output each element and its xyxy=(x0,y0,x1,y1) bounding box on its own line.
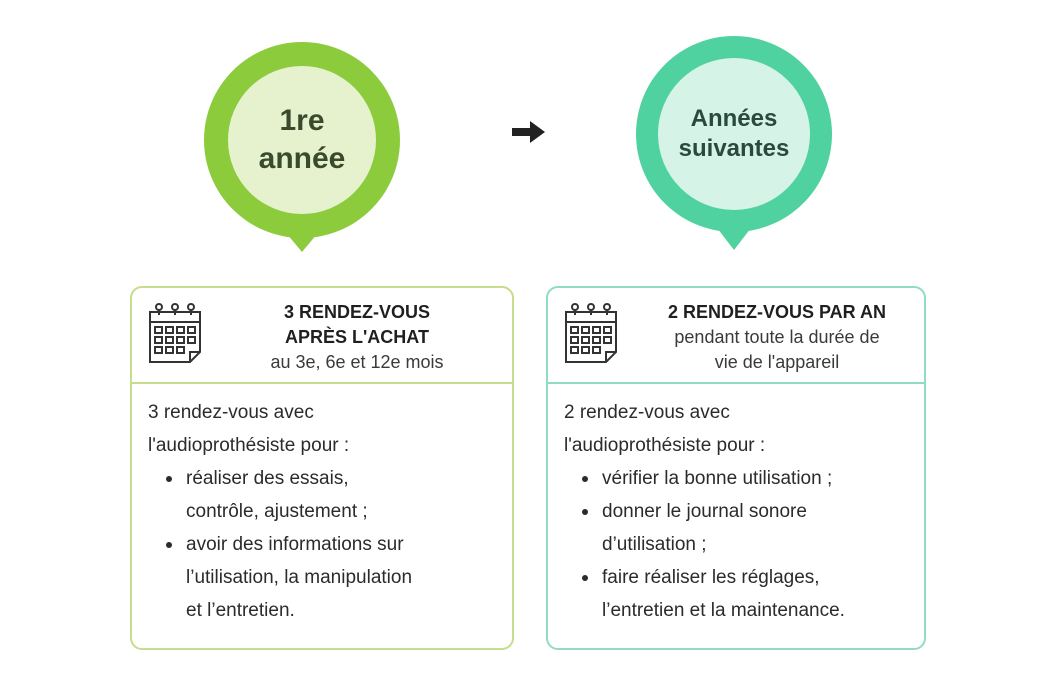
heading-bold-line1: 3 RENDEZ-VOUS xyxy=(283,302,431,322)
bubble-label-line2: année xyxy=(258,142,346,175)
list-item xyxy=(564,495,912,561)
bullet-list xyxy=(148,462,500,627)
list-item xyxy=(148,462,500,528)
heading-subtitle: au 3e, 6e et 12e mois xyxy=(270,352,444,372)
list-item xyxy=(564,462,912,495)
list-item-line: réaliser des essais, xyxy=(186,468,349,489)
list-item-line: donner le journal sonore xyxy=(602,501,807,522)
bubble-label-line1: 1re xyxy=(279,104,325,137)
bubble-label-line1: Années xyxy=(690,105,778,132)
bubble-label xyxy=(658,58,810,210)
list-item-line: l’entretien et la maintenance. xyxy=(602,600,845,621)
intro-line2: l'audioprothésiste pour : xyxy=(148,435,350,456)
first-year-bubble xyxy=(204,42,400,254)
bubble-label xyxy=(228,66,376,214)
heading-bold-line2: APRÈS L'ACHAT xyxy=(285,327,429,347)
list-item-line: vérifier la bonne utilisation ; xyxy=(602,468,833,489)
bullet-list xyxy=(564,462,912,627)
intro-line1: 3 rendez-vous avec xyxy=(148,402,314,423)
heading-bold-line1: 2 RENDEZ-VOUS PAR AN xyxy=(667,302,887,322)
list-item-line: contrôle, ajustement ; xyxy=(186,501,368,522)
card-header xyxy=(132,288,512,384)
following-years-card xyxy=(546,286,926,650)
list-item xyxy=(564,561,912,627)
first-year-card xyxy=(130,286,514,650)
list-item xyxy=(148,528,500,627)
list-item-line: l’utilisation, la manipulation xyxy=(186,567,413,588)
card-body xyxy=(148,396,500,627)
card-heading xyxy=(222,300,492,375)
list-item-line: et l’entretien. xyxy=(186,600,295,621)
list-item-line: d’utilisation ; xyxy=(602,534,707,555)
intro-line1: 2 rendez-vous avec xyxy=(564,402,730,423)
arrow-right-icon xyxy=(512,120,546,144)
list-item-line: avoir des informations sur xyxy=(186,534,404,555)
calendar-icon xyxy=(562,300,620,364)
card-body xyxy=(564,396,912,627)
calendar-icon xyxy=(146,300,204,364)
card-header xyxy=(548,288,924,384)
card-heading xyxy=(634,300,920,375)
bubble-label-line2: suivantes xyxy=(678,135,790,162)
following-years-bubble xyxy=(636,36,832,252)
list-item-line: faire réaliser les réglages, xyxy=(602,567,820,588)
intro-line2: l'audioprothésiste pour : xyxy=(564,435,766,456)
heading-subtitle-line2: vie de l'appareil xyxy=(714,352,840,372)
heading-subtitle-line1: pendant toute la durée de xyxy=(674,327,880,347)
